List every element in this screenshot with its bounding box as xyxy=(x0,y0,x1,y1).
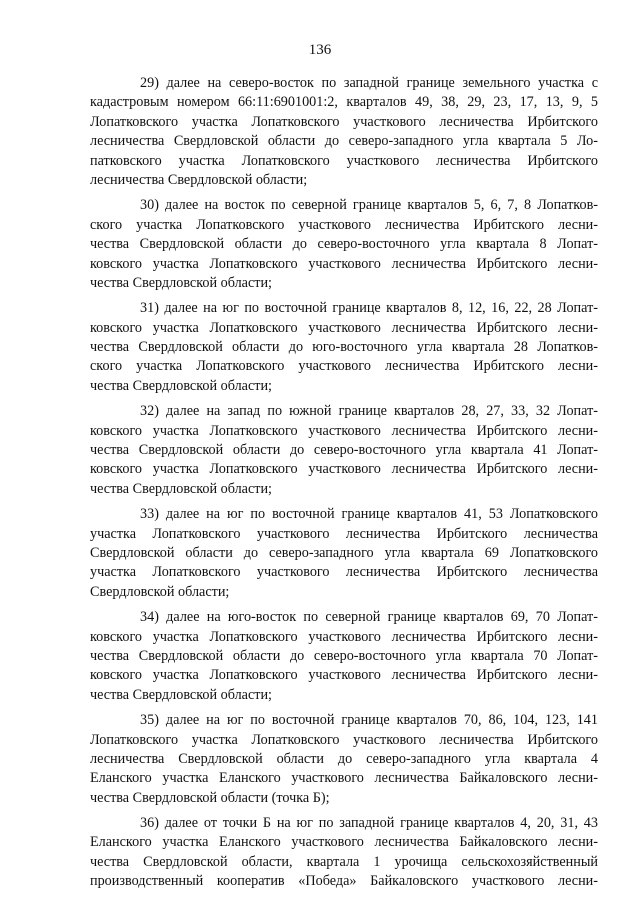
text-line: 33) далее на юг по восточной границе кварталов 41, 53 Лопатковского xyxy=(140,506,598,523)
document-body xyxy=(90,74,598,898)
text-line: Еланского участка Еланского участкового лесничества Байкаловского лесни- xyxy=(90,770,598,787)
text-line: ковского участка Лопатковского участкового лесничества Ирбитского лесни- xyxy=(90,628,598,645)
text-line: чества Свердловской области (точка Б); xyxy=(90,789,330,806)
text-line: ского участка Лопатковского участкового лесничества Ирбитского лесни- xyxy=(90,216,598,233)
text-line: 34) далее на юго-восток по северной границе кварталов 69, 70 Лопат- xyxy=(140,609,598,626)
text-line: ковского участка Лопатковского участкового лесничества Ирбитского лесни- xyxy=(90,422,598,439)
text-line: производственный кооператив «Победа» Байкаловского участкового лесни- xyxy=(90,873,598,890)
text-line: ковского участка Лопатковского участкового лесничества Ирбитского лесни- xyxy=(90,319,598,336)
paragraph xyxy=(90,711,598,808)
text-line: ского участка Лопатковского участкового лесничества Ирбитского лесни- xyxy=(90,358,598,375)
text-line: лесничества Свердловской области до северо-западного угла квартала 4 xyxy=(90,750,598,767)
text-line: чества Свердловской области; xyxy=(90,274,272,291)
text-line: чества Свердловской области; xyxy=(90,377,272,394)
text-line: 32) далее на запад по южной границе кварталов 28, 27, 33, 32 Лопат- xyxy=(140,403,598,420)
text-line: чества Свердловской области, квартала 1 урочища сельскохозяйственный xyxy=(90,853,598,870)
text-line: ковского участка Лопатковского участкового лесничества Ирбитского лесни- xyxy=(90,255,598,272)
text-line: чества Свердловской области; xyxy=(90,480,272,497)
text-line: чества Свердловской области до северо-восточного угла квартала 70 Лопат- xyxy=(90,647,598,664)
text-line: Лопатковского участка Лопатковского участкового лесничества Ирбитского xyxy=(90,113,598,130)
text-line: чества Свердловской области; xyxy=(90,686,272,703)
paragraph xyxy=(90,505,598,602)
text-line: чества Свердловской области до юго-восточного угла квартала 28 Лопатков- xyxy=(90,339,598,356)
text-line: Свердловской области до северо-западного угла квартала 69 Лопатковского xyxy=(90,544,598,561)
text-line: патковского участка Лопатковского участкового лесничества Ирбитского xyxy=(90,152,598,169)
text-line: чества Свердловской области до северо-восточного угла квартала 41 Лопат- xyxy=(90,442,598,459)
text-line: кадастровым номером 66:11:6901001:2, кварталов 49, 38, 29, 23, 17, 13, 9, 5 xyxy=(90,94,598,111)
text-line: чества Свердловской области до северо-восточного угла квартала 8 Лопат- xyxy=(90,236,598,253)
text-line: участка Лопатковского участкового лесничества Ирбитского лесничества xyxy=(90,525,598,542)
text-line: Еланского участка Еланского участкового лесничества Байкаловского лесни- xyxy=(90,834,598,851)
page-number: 136 xyxy=(308,42,332,58)
text-line: лесничества Свердловской области до северо-западного угла квартала 5 Ло- xyxy=(90,133,598,150)
paragraph xyxy=(90,402,598,499)
text-line: 31) далее на юг по восточной границе кварталов 8, 12, 16, 22, 28 Лопат- xyxy=(140,300,598,317)
text-line: ковского участка Лопатковского участкового лесничества Ирбитского лесни- xyxy=(90,667,598,684)
text-line: лесничества Свердловской области; xyxy=(90,171,308,188)
text-line: участка Лопатковского участкового лесничества Ирбитского лесничества xyxy=(90,564,598,581)
text-line: 30) далее на восток по северной границе кварталов 5, 6, 7, 8 Лопатков- xyxy=(140,197,598,214)
paragraph xyxy=(90,196,598,293)
text-line: ковского участка Лопатковского участкового лесничества Ирбитского лесни- xyxy=(90,461,598,478)
text-line: 36) далее от точки Б на юг по западной границе кварталов 4, 20, 31, 43 xyxy=(140,815,598,832)
paragraph xyxy=(90,74,598,190)
text-line: 35) далее на юг по восточной границе кварталов 70, 86, 104, 123, 141 xyxy=(140,712,598,729)
text-line: Свердловской области; xyxy=(90,583,230,600)
paragraph xyxy=(90,814,598,892)
text-line: 29) далее на северо-восток по западной границе земельного участка с xyxy=(140,75,598,91)
paragraph xyxy=(90,608,598,705)
paragraph xyxy=(90,299,598,396)
text-line: Лопатковского участка Лопатковского участкового лесничества Ирбитского xyxy=(90,731,598,748)
